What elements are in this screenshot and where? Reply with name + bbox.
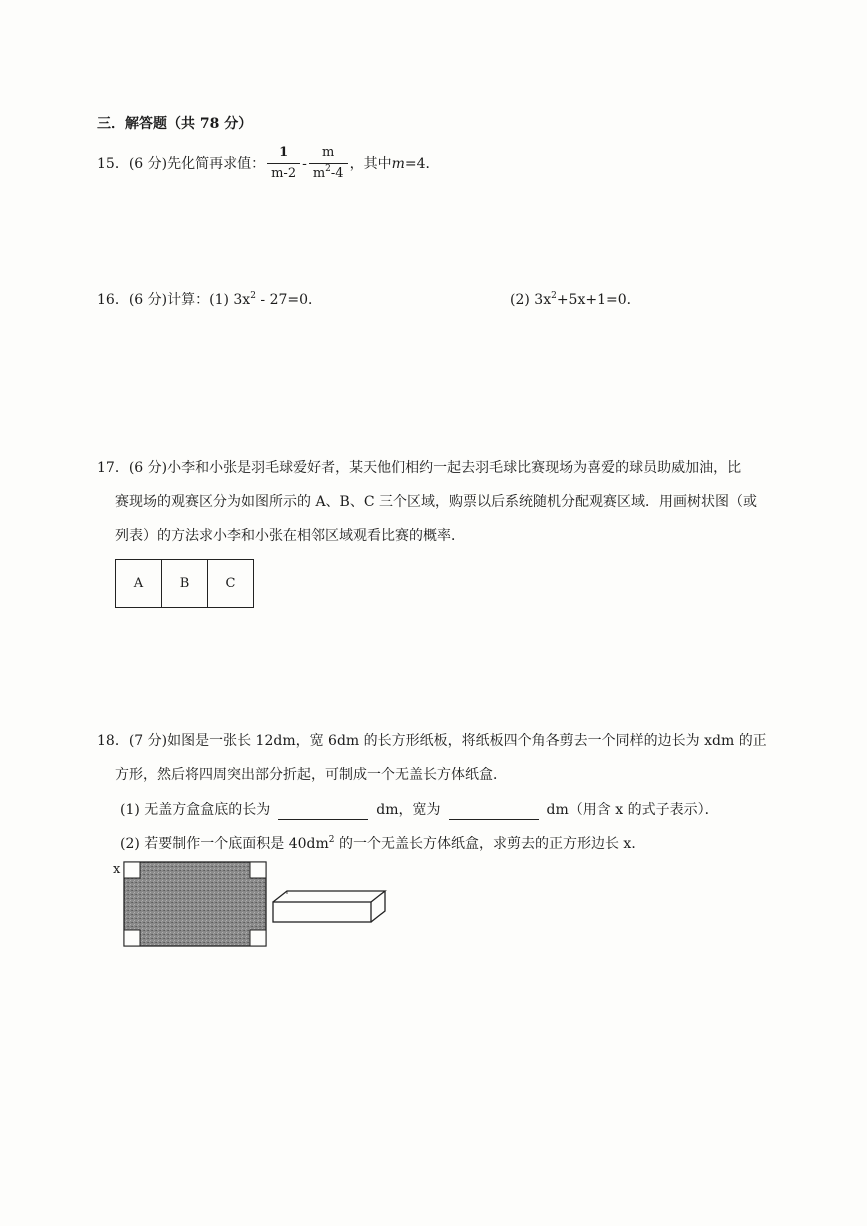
q16-part2-rest: +5x+1=0． [556, 292, 641, 308]
q16-part1-rest: - 27=0． [255, 292, 323, 308]
q15-condition-suffix: =4． [404, 155, 440, 172]
q15-frac1-numerator: 1 [279, 145, 289, 160]
question-16-part-2 [510, 290, 641, 310]
open-box-figure [270, 888, 390, 928]
q18-sub2-a: (2) 若要制作一个底面积是 40dm [120, 836, 329, 852]
q18-sub1-a: (1) 无盖方盒盒底的长为 [120, 802, 271, 818]
q15-number: 15．(6 分) [97, 155, 168, 172]
question-15 [97, 145, 440, 182]
region-b: B [162, 560, 208, 607]
q18-text-1: 如图是一张长 12dm，宽 6dm 的长方形纸板，将纸板四个角各剪去一个同样的边长为 xdm 的正 [167, 733, 767, 749]
q18-subquestion-2 [120, 834, 645, 854]
figure-x-label: x [113, 862, 121, 877]
q17-text-2: 赛现场的观赛区分为如图所示的 A、B、C 三个区域，购票以后系统随机分配观赛区域．用画树状图（或 [115, 494, 758, 510]
q15-prompt: 先化简再求值： [167, 155, 266, 172]
seating-regions-figure [115, 559, 254, 608]
q18-text-2: 方形，然后将四周突出部分折起，可制成一个无盖长方体纸盒． [115, 767, 507, 783]
q18-sub1-b: dm，宽为 [376, 802, 441, 818]
q15-frac2-den-exp: 2 [325, 164, 331, 174]
q16-part1-exp: 2 [250, 291, 256, 301]
q17-text-1: 小李和小张是羽毛球爱好者，某天他们相约一起去羽毛球比赛现场为喜爱的球员助威加油，比 [167, 460, 742, 476]
question-18-line-1 [97, 731, 767, 751]
q16-number: 16．(6 分) [97, 292, 168, 308]
length-answer-blank[interactable] [278, 805, 368, 820]
q17-number: 17．(6 分) [97, 460, 168, 476]
q16-part2-label: (2) 3x [510, 292, 552, 308]
region-c: C [225, 576, 236, 591]
q15-frac2-numerator: m [322, 145, 335, 160]
section-title: 三．解答题（共 78 分） [97, 116, 253, 132]
question-16 [97, 290, 322, 310]
region-a: A [116, 560, 162, 607]
q16-part2-exp: 2 [551, 291, 557, 301]
q18-sub2-b: 的一个无盖长方体纸盒，求剪去的正方形边长 x． [334, 836, 646, 852]
q15-frac2-den-base: m [312, 166, 326, 181]
q18-subquestion-1 [120, 800, 719, 820]
q15-minus: - [302, 155, 307, 172]
q16-part1: 计算：(1) 3x [167, 292, 251, 308]
q15-fraction-2 [309, 145, 348, 182]
q18-number: 18．(7 分) [97, 733, 168, 749]
cardboard-figure [120, 858, 270, 950]
q15-fraction-1 [267, 145, 300, 182]
q17-text-3: 列表）的方法求小李和小张在相邻区域观看比赛的概率． [115, 528, 465, 544]
q15-condition-prefix: ，其中 [349, 155, 392, 172]
q15-frac1-denominator: m-2 [267, 163, 300, 182]
q15-frac2-denominator [309, 163, 348, 182]
question-17-line-1 [97, 458, 741, 478]
width-answer-blank[interactable] [449, 805, 539, 820]
q18-sub1-c: dm（用含 x 的式子表示）． [546, 802, 719, 818]
q15-frac2-den-rest: -4 [330, 166, 344, 181]
q15-condition-var: m [391, 155, 405, 172]
q18-sub2-exp: 2 [328, 835, 335, 845]
